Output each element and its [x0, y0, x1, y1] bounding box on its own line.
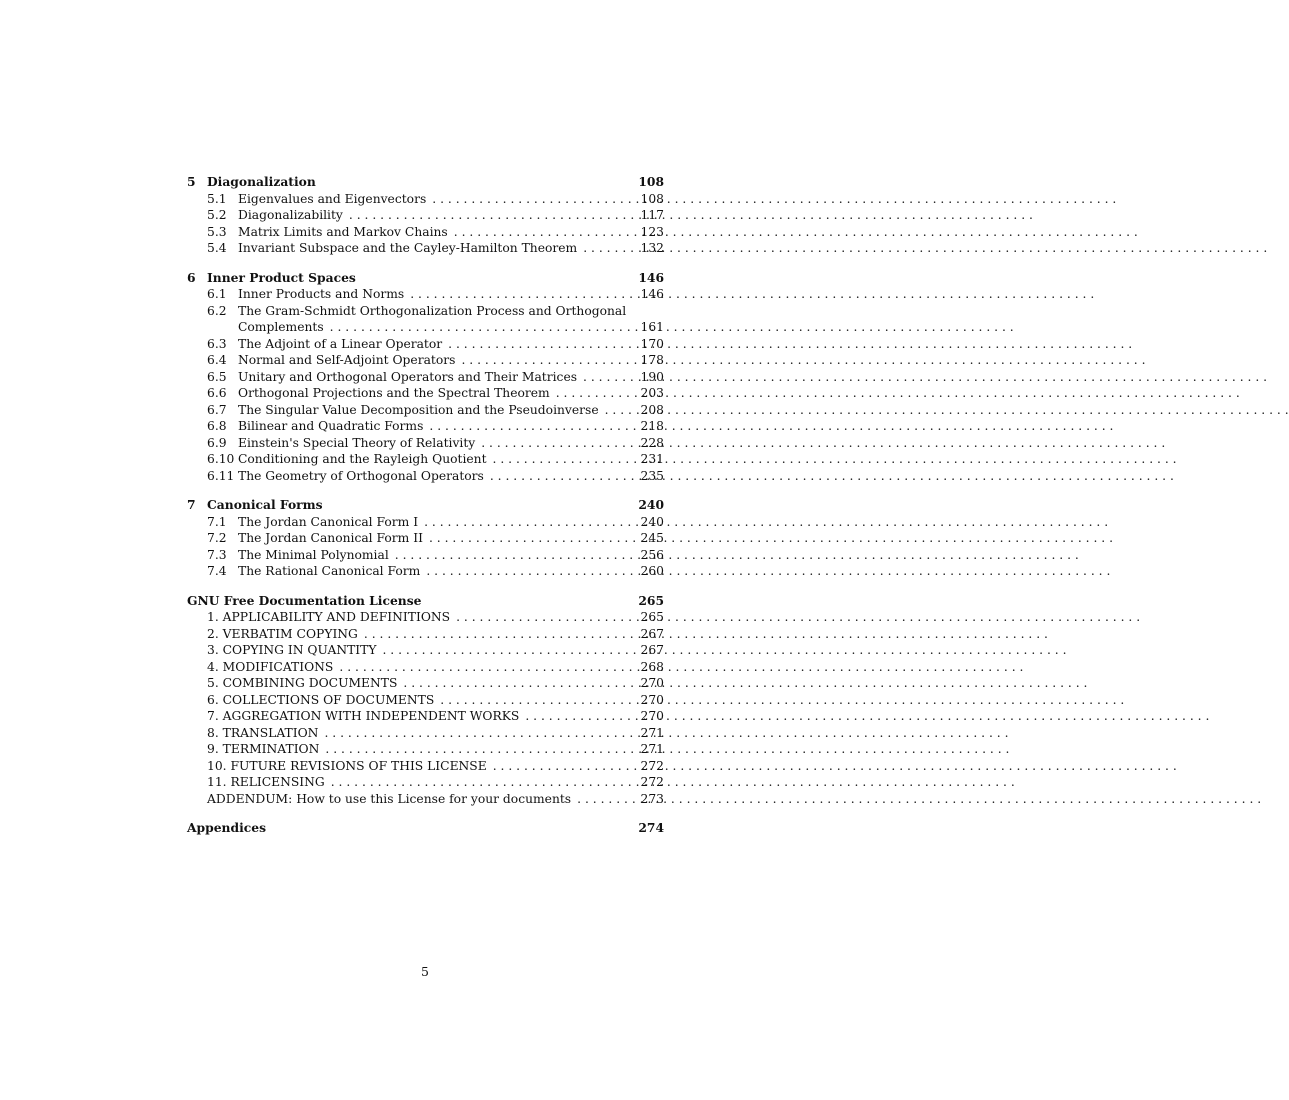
page-number: 5: [421, 964, 429, 979]
section-title: Orthogonal Projections and the Spectral Theorem: [238, 386, 550, 400]
dot-leader: [423, 418, 640, 435]
license-section-entry[interactable]: [187, 675, 664, 692]
section-entry-continuation[interactable]: [187, 319, 664, 336]
dot-leader: [333, 659, 640, 676]
section-number: 5.4: [207, 241, 227, 255]
license-section-entry[interactable]: [187, 725, 664, 742]
section-title: The Rational Canonical Form: [238, 564, 421, 578]
dot-leader: [577, 369, 640, 386]
chapter-page: 146: [638, 269, 664, 285]
section-entry[interactable]: [187, 563, 664, 580]
license-section-page: 267: [640, 626, 664, 641]
section-title: Unitary and Orthogonal Operators and Their Matrices: [238, 369, 578, 384]
chapter-title: Diagonalization: [207, 174, 316, 189]
license-section-entry[interactable]: [187, 708, 664, 725]
dot-leader: [448, 224, 640, 241]
section-page: 203: [640, 386, 664, 400]
license-section-entry[interactable]: [187, 642, 664, 659]
license-section-entry[interactable]: [187, 774, 664, 791]
dot-leader: [450, 609, 640, 626]
section-number: 6.7: [207, 402, 227, 417]
section-number: 5.3: [207, 224, 227, 239]
chapter-page: 240: [638, 497, 664, 512]
license-section-page: 271: [640, 725, 664, 740]
license-section-title: ADDENDUM: How to use this License for your documents: [207, 791, 572, 806]
appendices-heading[interactable]: [187, 820, 664, 837]
section-page: 146: [640, 287, 664, 301]
section-title: Invariant Subspace and the Cayley-Hamilton Theorem: [238, 241, 578, 255]
section-page: 256: [640, 547, 664, 562]
section-entry[interactable]: [187, 418, 664, 435]
section-page: 218: [640, 419, 664, 433]
section-number: 7.3: [207, 547, 227, 562]
license-section-page: 273: [640, 791, 664, 806]
section-title: Normal and Self-Adjoint Operators: [238, 353, 456, 367]
license-section-title: 1. APPLICABILITY AND DEFINITIONS: [207, 610, 451, 624]
dot-leader: [324, 319, 640, 336]
dot-leader: [404, 286, 640, 303]
section-page: 161: [640, 320, 664, 334]
section-entry[interactable]: [187, 224, 664, 241]
section-title: The Jordan Canonical Form II: [238, 531, 423, 545]
license-section-entry[interactable]: [187, 791, 664, 808]
section-title: Einstein's Special Theory of Relativity: [238, 435, 476, 450]
section-title: The Adjoint of a Linear Operator: [238, 336, 443, 351]
license-section-page: 271: [640, 742, 664, 756]
license-section-entry[interactable]: [187, 758, 664, 775]
license-section-entry[interactable]: [187, 626, 664, 643]
section-entry[interactable]: [187, 207, 664, 224]
section-title-continuation: Complements: [238, 320, 324, 334]
dot-leader: [434, 692, 640, 709]
license-page: 265: [638, 592, 664, 608]
chapter-page: 108: [638, 174, 664, 189]
dot-leader: [475, 435, 640, 452]
license-section-entry[interactable]: [187, 741, 664, 758]
license-section-title: 4. MODIFICATIONS: [207, 659, 334, 674]
section-number: 6.2: [207, 303, 227, 318]
section-page: 108: [640, 191, 664, 206]
dot-leader: [325, 774, 640, 791]
section-number: 7.4: [207, 564, 227, 578]
dot-leader: [343, 207, 640, 224]
section-number: 6.11: [207, 468, 235, 483]
section-page: 208: [640, 402, 664, 417]
section-number: 7.1: [207, 514, 227, 529]
section-title: Bilinear and Quadratic Forms: [238, 419, 424, 433]
section-page: 123: [640, 224, 664, 239]
section-number: 5.2: [207, 208, 227, 222]
section-page: 228: [640, 435, 664, 450]
license-section-title: 5. COMBINING DOCUMENTS: [207, 676, 398, 690]
section-page: 190: [640, 369, 664, 384]
license-section-page: 270: [640, 709, 664, 723]
section-number: 6.5: [207, 369, 227, 384]
license-section-page: 272: [640, 775, 664, 789]
appendices-page: 274: [638, 820, 664, 835]
dot-leader: [519, 708, 640, 725]
section-entry[interactable]: [187, 402, 664, 419]
dot-leader: [376, 642, 640, 659]
license-section-title: 11. RELICENSING: [207, 775, 325, 789]
section-page: 117: [640, 208, 664, 222]
license-section-entry[interactable]: [187, 609, 664, 626]
dot-leader: [318, 725, 640, 742]
section-entry[interactable]: [187, 352, 664, 369]
section-title: The Gram-Schmidt Orthogonalization Process and Orthogonal: [238, 303, 627, 318]
chapter-title: Inner Product Spaces: [207, 269, 356, 285]
dot-leader: [487, 451, 640, 468]
dot-leader: [487, 758, 640, 775]
section-number: 6.1: [207, 287, 227, 301]
dot-leader: [397, 675, 640, 692]
section-number: 6.8: [207, 419, 227, 433]
dot-leader: [358, 626, 640, 643]
license-section-entry[interactable]: [187, 692, 664, 709]
license-section-page: 268: [640, 659, 664, 674]
license-title: GNU Free Documentation License: [187, 592, 422, 608]
dot-leader: [442, 336, 640, 353]
section-entry[interactable]: [187, 336, 664, 353]
license-section-page: 272: [640, 758, 664, 773]
dot-leader: [577, 240, 640, 257]
dot-leader: [389, 547, 640, 564]
dot-leader: [423, 530, 640, 547]
section-page: 132: [640, 241, 664, 255]
dot-leader: [484, 468, 640, 485]
license-section-title: 3. COPYING IN QUANTITY: [207, 643, 377, 657]
section-page: 170: [640, 336, 664, 351]
chapter-heading[interactable]: [187, 270, 664, 287]
section-entry[interactable]: [187, 286, 664, 303]
section-entry[interactable]: [187, 530, 664, 547]
section-entry[interactable]: [187, 435, 664, 452]
license-section-page: 265: [640, 610, 664, 624]
section-page: 231: [640, 452, 664, 466]
table-of-contents: [187, 174, 664, 837]
section-title: Inner Products and Norms: [238, 287, 405, 301]
toc-chapter: [187, 174, 664, 257]
section-number: 6.4: [207, 353, 227, 367]
chapter-title: Canonical Forms: [207, 497, 323, 512]
section-entry[interactable]: [187, 369, 664, 386]
license-heading[interactable]: [187, 593, 664, 610]
section-page: 178: [640, 353, 664, 367]
license-section-title: 9. TERMINATION: [207, 742, 320, 756]
section-title: The Geometry of Orthogonal Operators: [238, 468, 484, 483]
section-entry[interactable]: [187, 514, 664, 531]
section-entry[interactable]: [187, 385, 664, 402]
section-page: 240: [640, 514, 664, 529]
chapter-number: 6: [187, 269, 196, 285]
toc-chapter: [187, 270, 664, 485]
section-entry[interactable]: [187, 451, 664, 468]
dot-leader: [571, 791, 640, 808]
toc-chapter: [187, 497, 664, 580]
section-number: 7.2: [207, 531, 227, 545]
section-title: The Minimal Polynomial: [238, 547, 389, 562]
section-title: Conditioning and the Rayleigh Quotient: [238, 452, 487, 466]
chapter-heading[interactable]: [187, 497, 664, 514]
section-number: 6.6: [207, 386, 227, 400]
dot-leader: [319, 741, 640, 758]
section-title: The Jordan Canonical Form I: [238, 514, 419, 529]
license-section-page: 270: [640, 692, 664, 707]
section-number: 6.10: [207, 452, 235, 466]
dot-leader: [426, 191, 640, 208]
license-section-page: 267: [640, 643, 664, 657]
dot-leader: [550, 385, 640, 402]
section-entry[interactable]: [187, 468, 664, 485]
section-title: Eigenvalues and Eigenvectors: [238, 191, 427, 206]
license-section-title: 6. COLLECTIONS OF DOCUMENTS: [207, 692, 435, 707]
dot-leader: [599, 402, 640, 419]
section-entry[interactable]: [187, 191, 664, 208]
chapter-heading[interactable]: [187, 174, 664, 191]
dot-leader: [418, 514, 640, 531]
section-entry[interactable]: [187, 240, 664, 257]
section-page: 235: [640, 468, 664, 483]
license-section-title: 2. VERBATIM COPYING: [207, 626, 358, 641]
section-number: 6.3: [207, 336, 227, 351]
section-page: 245: [640, 531, 664, 545]
section-title: Matrix Limits and Markov Chains: [238, 224, 448, 239]
chapter-number: 7: [187, 497, 196, 512]
toc-license: [187, 593, 664, 808]
section-title: Diagonalizability: [238, 208, 343, 222]
license-section-entry[interactable]: [187, 659, 664, 676]
section-number: 5.1: [207, 191, 227, 206]
dot-leader: [455, 352, 640, 369]
license-section-title: 7. AGGREGATION WITH INDEPENDENT WORKS: [207, 709, 520, 723]
section-page: 260: [640, 564, 664, 578]
license-section-title: 10. FUTURE REVISIONS OF THIS LICENSE: [207, 758, 487, 773]
appendices-title: Appendices: [187, 820, 267, 835]
chapter-number: 5: [187, 174, 196, 189]
section-entry[interactable]: [187, 303, 664, 320]
section-number: 6.9: [207, 435, 227, 450]
section-entry[interactable]: [187, 547, 664, 564]
dot-leader: [420, 563, 640, 580]
section-title: The Singular Value Decomposition and the Pseudoinverse: [238, 402, 599, 417]
license-section-title: 8. TRANSLATION: [207, 725, 319, 740]
license-section-page: 270: [640, 676, 664, 690]
